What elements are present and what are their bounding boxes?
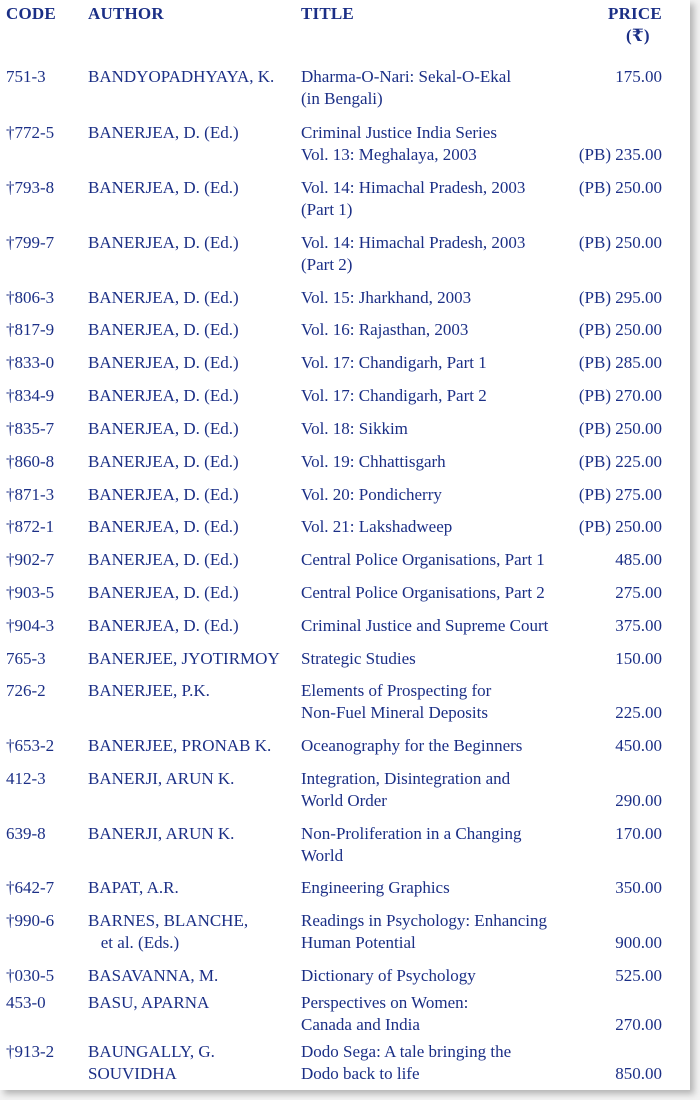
header-price-unit: (₹) — [626, 26, 650, 45]
code-cell: 412-3 — [6, 769, 46, 788]
price-cell: 275.00 — [615, 583, 662, 602]
code-cell: †833-0 — [6, 353, 55, 372]
code-cell: †806-3 — [6, 288, 55, 307]
title-cell: Vol. 19: Chhattisgarh — [301, 452, 446, 471]
code-cell: †834-9 — [6, 386, 55, 405]
code-cell: †817-9 — [6, 320, 55, 339]
title-cell: Criminal Justice and Supreme Court — [301, 616, 549, 635]
table-row — [0, 232, 690, 276]
author-cell: BANERJEA, D. (Ed.) — [88, 178, 239, 197]
author-cell: BANERJEE, PRONAB K. — [88, 736, 272, 755]
author-cell: BANERJEA, D. (Ed.) — [88, 123, 239, 142]
price-cell: (PB) 285.00 — [578, 353, 662, 372]
price-cell: 375.00 — [615, 616, 662, 635]
code-cell: †835-7 — [6, 419, 55, 438]
code-cell: 751-3 — [6, 67, 46, 86]
code-cell: †902-7 — [6, 550, 55, 569]
author-cell: BANERJEA, D. (Ed.) — [88, 353, 239, 372]
code-cell: †871-3 — [6, 485, 55, 504]
code-cell: †913-2 — [6, 1042, 55, 1061]
table-row — [0, 823, 690, 867]
author-cell: BASU, APARNA — [88, 993, 210, 1012]
price-cell: (PB) 250.00 — [578, 517, 662, 536]
author-cell: BAPAT, A.R. — [88, 878, 179, 897]
price-cell: 850.00 — [615, 1064, 662, 1083]
table-row — [0, 1041, 690, 1085]
price-cell: (PB) 250.00 — [578, 320, 662, 339]
code-cell: 639-8 — [6, 824, 46, 843]
header-title: TITLE — [301, 4, 354, 23]
table-row — [0, 177, 690, 221]
author-cell: BANERJI, ARUN K. — [88, 769, 235, 788]
author-cell: BANDYOPADHYAYA, K. — [88, 67, 275, 86]
author-cell: BANERJEA, D. (Ed.) — [88, 233, 239, 252]
author-cell: BANERJEA, D. (Ed.) — [88, 616, 239, 635]
code-cell: †030-5 — [6, 966, 55, 985]
title-cell: Perspectives on Women: Canada and India — [301, 993, 469, 1034]
title-cell: Engineering Graphics — [301, 878, 450, 897]
author-cell: BAUNGALLY, G. SOUVIDHA — [88, 1042, 215, 1083]
title-cell: Vol. 17: Chandigarh, Part 1 — [301, 353, 487, 372]
price-cell: (PB) 235.00 — [578, 145, 662, 164]
title-cell: Dodo Sega: A tale bringing the Dodo back to life — [301, 1042, 512, 1083]
price-cell: 350.00 — [615, 878, 662, 897]
title-cell: Dictionary of Psychology — [301, 966, 476, 985]
author-cell: BANERJEA, D. (Ed.) — [88, 550, 239, 569]
price-cell: (PB) 225.00 — [578, 452, 662, 471]
author-cell: BASAVANNA, M. — [88, 966, 219, 985]
title-cell: Vol. 20: Pondicherry — [301, 485, 442, 504]
price-cell: (PB) 250.00 — [578, 233, 662, 252]
code-cell: †990-6 — [6, 911, 55, 930]
code-cell: †799-7 — [6, 233, 55, 252]
price-cell: 485.00 — [615, 550, 662, 569]
table-row — [0, 66, 690, 110]
title-cell: Readings in Psychology: Enhancing Human Potential — [301, 911, 548, 952]
author-cell: BANERJEA, D. (Ed.) — [88, 517, 239, 536]
price-cell: 170.00 — [615, 824, 662, 843]
table-row — [0, 992, 690, 1036]
code-cell: †653-2 — [6, 736, 55, 755]
table-row — [0, 910, 690, 954]
price-cell: (PB) 270.00 — [578, 386, 662, 405]
code-cell: 453-0 — [6, 993, 46, 1012]
price-cell: 150.00 — [615, 649, 662, 668]
code-cell: †772-5 — [6, 123, 55, 142]
title-cell: Vol. 17: Chandigarh, Part 2 — [301, 386, 487, 405]
title-cell: Vol. 14: Himachal Pradesh, 2003 (Part 1) — [301, 178, 526, 219]
table-header — [0, 4, 690, 52]
title-cell: Vol. 14: Himachal Pradesh, 2003 (Part 2) — [301, 233, 526, 274]
code-cell: 726-2 — [6, 681, 46, 700]
title-cell: Vol. 21: Lakshadweep — [301, 517, 453, 536]
title-cell: Non-Proliferation in a Changing World — [301, 824, 522, 865]
author-cell: BANERJEA, D. (Ed.) — [88, 583, 239, 602]
author-cell: BANERJI, ARUN K. — [88, 824, 235, 843]
title-cell: Vol. 16: Rajasthan, 2003 — [301, 320, 469, 339]
title-cell: Integration, Disintegration and World Order — [301, 769, 511, 810]
price-cell: 270.00 — [615, 1015, 662, 1034]
price-cell: 900.00 — [615, 933, 662, 952]
title-cell: Vol. 15: Jharkhand, 2003 — [301, 288, 472, 307]
title-cell: Central Police Organisations, Part 2 — [301, 583, 545, 602]
author-cell: BANERJEE, P.K. — [88, 681, 210, 700]
code-cell: 765-3 — [6, 649, 46, 668]
title-cell: Dharma-O-Nari: Sekal-O-Ekal (in Bengali) — [301, 67, 512, 108]
header-price: PRICE — [608, 4, 662, 23]
price-cell: (PB) 295.00 — [578, 288, 662, 307]
code-cell: †860-8 — [6, 452, 55, 471]
table-row — [0, 768, 690, 812]
price-cell: 450.00 — [615, 736, 662, 755]
author-cell: BARNES, BLANCHE, et al. (Eds.) — [88, 911, 249, 952]
author-cell: BANERJEA, D. (Ed.) — [88, 452, 239, 471]
author-cell: BANERJEA, D. (Ed.) — [88, 485, 239, 504]
header-author: AUTHOR — [88, 4, 164, 23]
code-cell: †904-3 — [6, 616, 55, 635]
author-cell: BANERJEA, D. (Ed.) — [88, 320, 239, 339]
price-cell: (PB) 250.00 — [578, 178, 662, 197]
header-code: CODE — [6, 4, 56, 23]
title-cell: Criminal Justice India Series Vol. 13: Meghalaya, 2003 — [301, 123, 497, 164]
price-cell: (PB) 250.00 — [578, 419, 662, 438]
code-cell: †872-1 — [6, 517, 55, 536]
price-cell: 175.00 — [615, 67, 662, 86]
table-row — [0, 680, 690, 724]
price-cell: 225.00 — [615, 703, 662, 722]
title-cell: Vol. 18: Sikkim — [301, 419, 408, 438]
title-cell: Oceanography for the Beginners — [301, 736, 523, 755]
price-cell: 290.00 — [615, 791, 662, 810]
author-cell: BANERJEA, D. (Ed.) — [88, 288, 239, 307]
price-cell: 525.00 — [615, 966, 662, 985]
title-cell: Central Police Organisations, Part 1 — [301, 550, 545, 569]
table-row — [0, 122, 690, 166]
title-cell: Elements of Prospecting for Non-Fuel Mineral Deposits — [301, 681, 492, 722]
code-cell: †642-7 — [6, 878, 55, 897]
price-cell: (PB) 275.00 — [578, 485, 662, 504]
title-cell: Strategic Studies — [301, 649, 416, 668]
code-cell: †793-8 — [6, 178, 55, 197]
author-cell: BANERJEA, D. (Ed.) — [88, 419, 239, 438]
code-cell: †903-5 — [6, 583, 55, 602]
author-cell: BANERJEE, JYOTIRMOY — [88, 649, 280, 668]
author-cell: BANERJEA, D. (Ed.) — [88, 386, 239, 405]
